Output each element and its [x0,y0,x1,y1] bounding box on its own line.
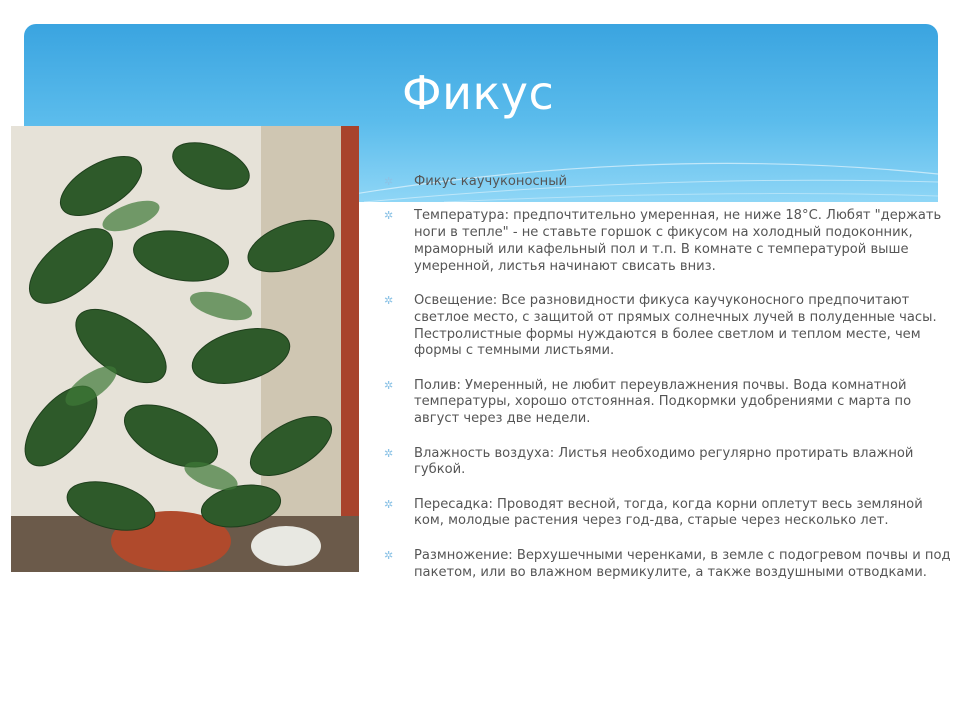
list-item-text: Освещение: Все разновидности фикуса каучуконосного предпочитают светлое место, с защитой от прямых солнечных лучей в полуденные часы. Пестролистные формы нуждаются в более светлом и теплом месте, чем формы с темными листьями. [414,292,937,359]
list-item [384,548,954,582]
list-item [384,446,954,480]
list-item [384,378,954,428]
list-item-text: Фикус каучуконосный [414,174,568,189]
list-item [384,208,954,275]
star-bullet-icon: ✲ [384,497,394,511]
list-item-text: Полив: Умеренный, не любит переувлажнения почвы. Вода комнатной температуры, хорошо отстоянная. Подкормки удобрениями с марта по август через две недели. [414,377,912,427]
star-bullet-icon: ✲ [384,175,394,188]
star-bullet-icon: ✲ [384,548,394,562]
list-item-text: Размножение: Верхушечными черенками, в земле с подогревом почвы и под пакетом, или во влажном вермикулите, а также воздушными отводками. [414,547,951,580]
star-bullet-icon: ✲ [384,446,394,460]
bullet-list [384,174,954,599]
list-item-text: Пересадка: Проводят весной, тогда, когда корни оплетут весь земляной ком, молодые растения через год-два, старые через несколько лет. [414,496,923,529]
list-item-text: Температура: предпочтительно умеренная, не ниже 18°С. Любят "держать ноги в тепле" - не ставьте горшок с фикусом на холодный подоконник, мраморный или кафельный пол и т.п. В комнате с температурой выше умеренной, листья начинают свисать вниз. [414,208,942,274]
star-bullet-icon: ✲ [384,293,394,307]
star-bullet-icon: ✲ [384,209,394,223]
list-item [384,497,954,531]
list-item-text: Влажность воздуха: Листья необходимо регулярно протирать влажной губкой. [414,445,914,478]
list-item [384,293,954,360]
ficus-plant-photo [11,126,359,572]
star-bullet-icon: ✲ [384,378,394,392]
slide-title: Фикус [402,66,555,120]
list-item [384,174,954,191]
